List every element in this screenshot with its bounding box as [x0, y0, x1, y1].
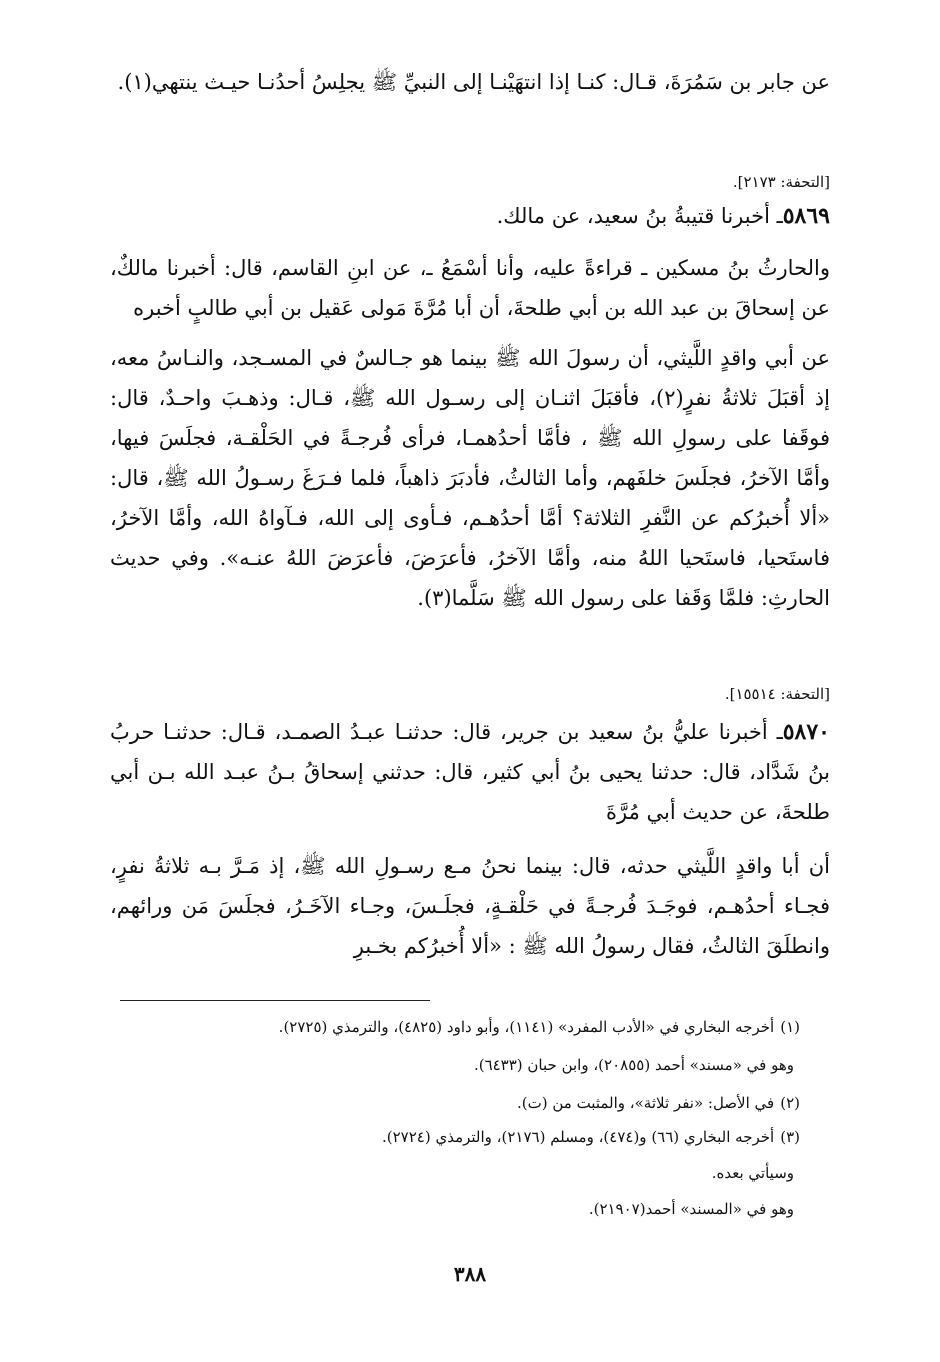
paragraph-abu-waqid-hadith: عن أبي واقدٍ اللَّيثي، أن رسولَ الله ﷺ بينما هو جـالسٌ في المسـجد، والنـاسُ معه، إذ أقبَلَ ثلاثةُ نفرٍ(٢)، فأقبَلَ اثنـان إلى رسـول الله ﷺ، قـال: وذهـبَ واحـدٌ، قال: فوقَفا على رسولِ الله ﷺ ، فأمَّا أحدُهمـا، فرأى فُرجـةً في الحَلْقـة، فجلَسَ فيها، وأمَّا الآخرُ، فجلَسَ خلفَهم، وأما الثالثُ، فأدبَرَ ذاهباً، فلما فـرَغَ رسـولُ الله ﷺ، قال: «ألا أُخبرُكم عن النَّفرِ الثلاثة؟ أمَّا أحدُهـم، فـأوى إلى الله، فـآواهُ الله، وأمَّا الآخرُ، فاستَحيا، فاستَحيا اللهُ منه، وأمَّا الآخرُ، فأعرَضَ، فأعرَضَ اللهُ عنـه». وفي حديث الحارثِ: فلمَّا وَقَفا على رسول الله ﷺ سَلَّما(٣). [110, 346, 830, 610]
footnote: (١)أخرجه البخاري في «الأدب المفرد» (١١٤١)، وأبو داود (٤٨٢٥)، والترمذي (٢٧٢٥). [278, 1018, 800, 1036]
footnote: وسيأتي بعده. [711, 1164, 794, 1182]
footnote: وهو في «مسند» أحمد (٢٠٨٥٥)، وابن حبان (٦٤٣٣). [473, 1056, 794, 1074]
isnad-paragraph: والحارثُ بنُ مسكين ـ قراءةً عليه، وأنا أسْمَعُ ـ، عن ابنِ القاسم، قال: أخبرنا مالكٌ، عن إسحاقَ بن عبد الله بن أبي طلحةَ، أن أبا مُرَّةَ مَولى عَقيل بن أبي طالبٍ أخبره [110, 256, 830, 320]
tuhfa-reference: [التحفة: ١٥٥١٤]. [724, 685, 830, 703]
hadith-5869-heading: ٥٨٦٩ـ أخبرنا قتيبةُ بنُ سعيد، عن مالك. [496, 203, 830, 229]
footnote: وهو في «المسند» أحمد(٢١٩٠٧). [588, 1200, 794, 1218]
footnote-divider [120, 1000, 430, 1001]
page-number: ٣٨٨ [453, 1262, 487, 1286]
paragraph-jabir-hadith: عن جابر بن سَمُرَةَ، قـال: كنـا إذا انتهَيْنـا إلى النبيِّ ﷺ يجلِسُ أحدُنـا حيـث ينتهي(١). [117, 70, 830, 94]
footnote: (٣)أخرجه البخاري (٦٦) و(٤٧٤)، ومسلم (٢١٧٦)، والترمذي (٢٧٢٤). [381, 1128, 800, 1146]
tuhfa-reference: [التحفة: ٢١٧٣]. [732, 173, 830, 191]
footnote: (٢)في الأصل: «نفر ثلاثة»، والمثبت من (ت). [517, 1094, 800, 1112]
hadith-number: ٥٨٧٠ [782, 719, 830, 745]
hadith-number: ٥٨٦٩ [782, 203, 830, 229]
hadith-5870-heading: ٥٨٧٠ـ أخبرنا عليُّ بنُ سعيد بن جرير، قال: حدثنـا عبـدُ الصمـد، قـال: حدثنـا حربُ بنُ شَدَّاد، قال: حدثنا يحيى بنُ أبي كثير، قال: حدثني إسحاقُ بـنُ عبـد الله بـن أبي طلحةَ، عن حديث أبي مُرَّةَ [110, 719, 830, 824]
paragraph-abu-waqid-second: أن أبا واقدٍ اللَّيثي حدثه، قال: بينما نحنُ مـع رسـولِ الله ﷺ، إذ مَـرَّ بـه ثلاثةُ نفرٍ، فجـاء أحدُهـم، فوجَـدَ فُرجـةً في حَلْقـةٍ، فجلَـسَ، وجـاء الآخَـرُ، فجلَسَ مَن ورائهم، وانطلَقَ الثالثُ، فقال رسولُ الله ﷺ : «ألا أُخبرُكم بخـبرِ [110, 854, 830, 958]
